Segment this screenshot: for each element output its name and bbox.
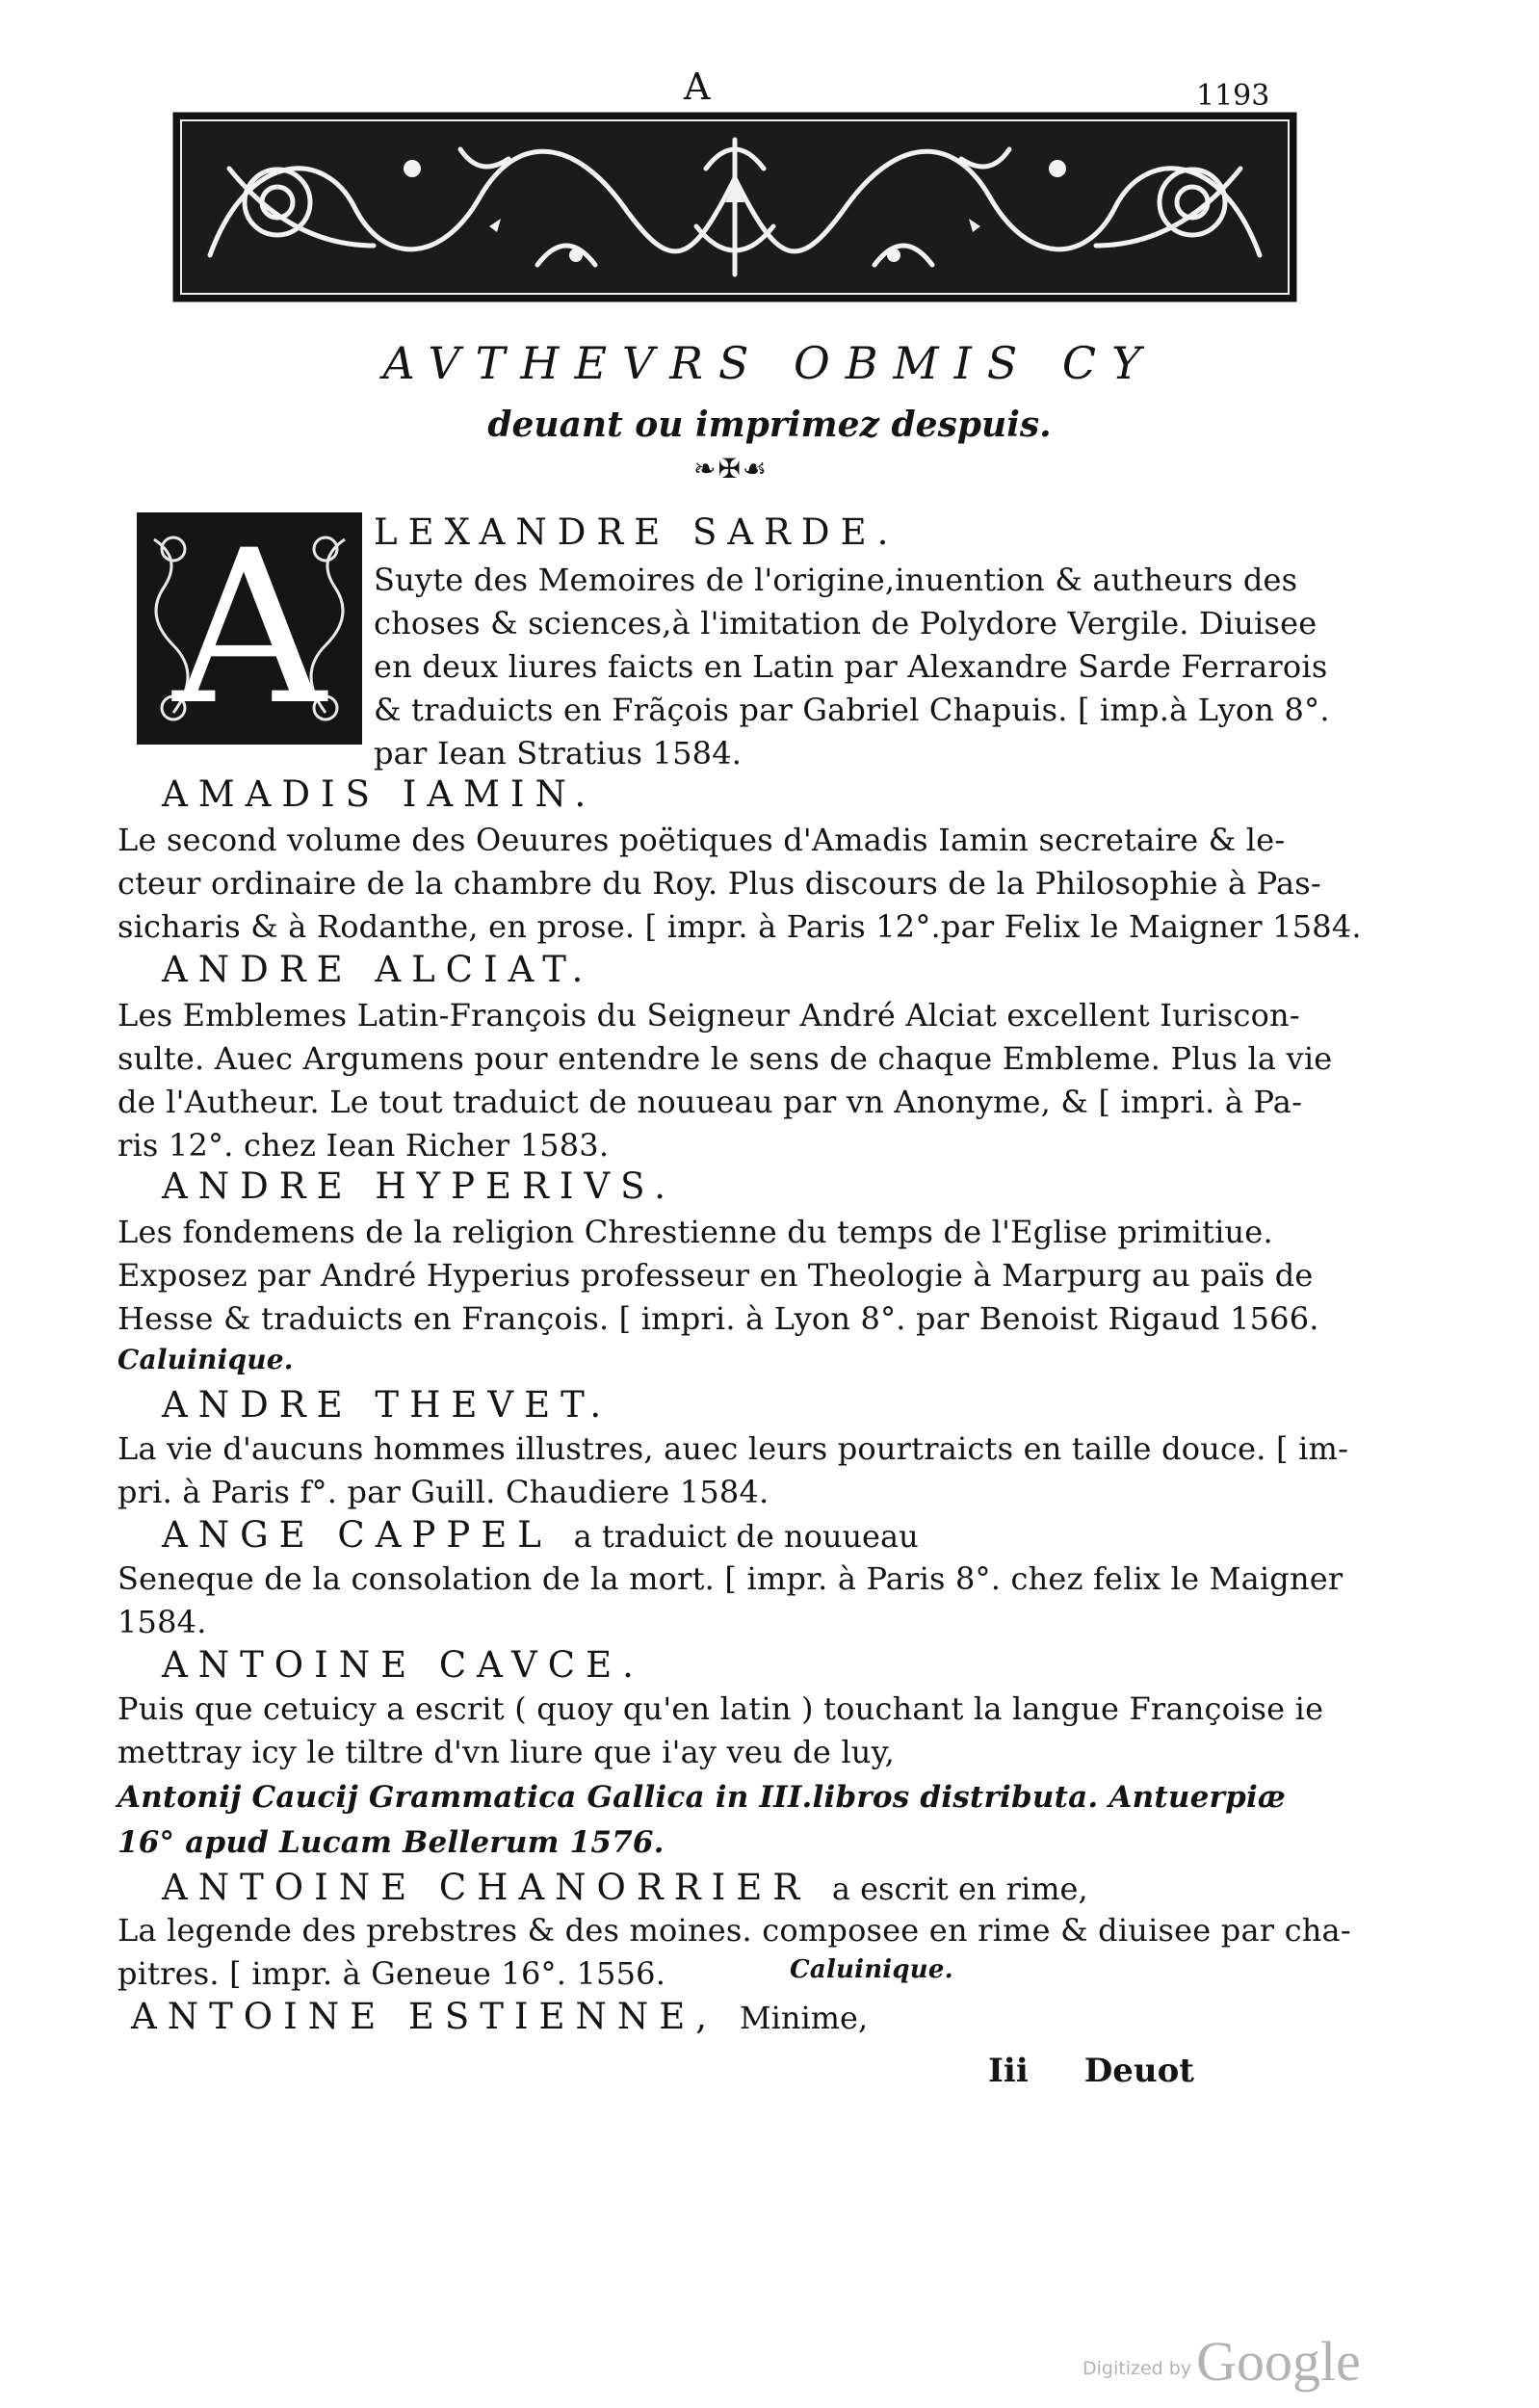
entry-text-line: La vie d'aucuns hommes illustres, auec leurs pourtraicts en taille douce. [ im- (117, 1430, 1349, 1467)
section-subtitle: deuant ou imprimez despuis. (487, 405, 1052, 445)
author-note: a escrit en rime, (831, 1871, 1088, 1907)
entry-text-line: Le second volume des Oeuures poëtiques d'Amadis Iamin secretaire & le- (117, 822, 1286, 858)
ornamental-headpiece (171, 111, 1298, 303)
entry-text-line: ris 12°. chez Iean Richer 1583. (117, 1127, 610, 1164)
entry-text-line: mettray icy le tiltre d'vn liure que i'ay veu de luy, (117, 1734, 895, 1770)
entry-text-line: Les fondemens de la religion Chrestienne du temps de l'Eglise primitiue. (117, 1214, 1273, 1250)
author-heading (162, 1165, 676, 1207)
fleuron-ornament: ❧✠☙ (693, 453, 770, 484)
latin-title-line: 16° apud Lucam Bellerum 1576. (117, 1825, 665, 1860)
author-name: ANGE CAPPEL (162, 1514, 552, 1556)
author-heading (162, 773, 596, 815)
author-name: ANDRE ALCIAT. (162, 949, 594, 990)
entry-text-line: 1584. (117, 1604, 207, 1640)
entry-text-line: par Iean Stratius 1584. (374, 735, 743, 772)
entry-text-line: pri. à Paris f°. par Guill. Chaudiere 1584. (117, 1474, 770, 1510)
entry-text-line: Hesse & traduicts en François. [ impri. à Lyon 8°. par Benoist Rigaud 1566. (117, 1300, 1319, 1337)
author-note: a traduict de nouueau (573, 1518, 919, 1555)
author-note: Minime, (739, 2000, 869, 2036)
entry-text-line: sulte. Auec Argumens pour entendre le sens de chaque Embleme. Plus la vie (117, 1040, 1333, 1077)
entry-text-line: Seneque de la consolation de la mort. [ impr. à Paris 8°. chez felix le Maigner (117, 1560, 1343, 1597)
author-heading (162, 1384, 612, 1426)
page-signature: A (684, 65, 711, 108)
author-name: ANTOINE ESTIENNE, (131, 1996, 718, 2037)
catchword: Deuot (1083, 2052, 1194, 2090)
author-name: ANTOINE CHANORRIER (162, 1867, 811, 1908)
entry-text-line: choses & sciences,à l'imitation de Polydore Vergile. Diuisee (374, 605, 1317, 641)
page-number: 1193 (1196, 79, 1270, 113)
entry-text-line: de l'Autheur. Le tout traduict de nouueau par vn Anonyme, & [ impri. à Pa- (117, 1084, 1303, 1120)
gathering-signature: Iii (988, 2052, 1029, 2090)
author-heading (131, 1996, 868, 2037)
entry-text-line: La legende des prebstres & des moines. composee en rime & diuisee par cha- (117, 1912, 1351, 1949)
religion-note: Caluinique. (117, 1344, 294, 1375)
latin-title-line: Antonij Caucij Grammatica Gallica in III.libros distributa. Antuerpiæ (117, 1780, 1287, 1815)
entry-text-line: pitres. [ impr. à Geneue 16°. 1556. (117, 1955, 666, 1992)
drop-cap-letter: A (172, 505, 326, 751)
google-logo: Google (1196, 2330, 1361, 2393)
author-heading (162, 1514, 919, 1556)
section-title: AVTHEVRS OBMIS CY (382, 337, 1157, 389)
decorated-initial (135, 505, 364, 751)
author-heading (162, 1867, 1088, 1908)
author-name: ANTOINE CAVCE. (162, 1644, 644, 1686)
author-name: ANDRE HYPERIVS. (162, 1165, 676, 1207)
entry-text-line: cteur ordinaire de la chambre du Roy. Plus discours de la Philosophie à Pas- (117, 865, 1321, 902)
entry-text-line: Exposez par André Hyperius professeur en Theologie à Marpurg au païs de (117, 1257, 1314, 1294)
author-heading (374, 511, 899, 553)
author-heading (162, 1644, 644, 1686)
author-name: LEXANDRE SARDE. (374, 511, 900, 553)
entry-text-line: Puis que cetuicy a escrit ( quoy qu'en latin ) touchant la langue Françoise ie (117, 1690, 1324, 1727)
author-name: AMADIS IAMIN. (162, 773, 597, 815)
entry-text-line: Les Emblemes Latin-François du Seigneur André Alciat excellent Iuriscon- (117, 997, 1300, 1034)
religion-note: Caluinique. (790, 1955, 953, 1984)
author-name: ANDRE THEVET. (162, 1384, 613, 1426)
watermark-prefix: Digitized by (1083, 2358, 1192, 2379)
entry-text-line: & traduicts en Frãçois par Gabriel Chapuis. [ imp.à Lyon 8°. (374, 692, 1330, 728)
catchword-line (988, 2052, 1250, 2090)
digitization-watermark (1083, 2329, 1361, 2394)
entry-text-line: en deux liures faicts en Latin par Alexandre Sarde Ferrarois (374, 648, 1328, 685)
entry-text-line: Suyte des Memoires de l'origine,inuention & autheurs des (374, 562, 1298, 598)
author-heading (162, 949, 593, 990)
entry-text-line: sicharis & à Rodanthe, en prose. [ impr. à Paris 12°.par Felix le Maigner 1584. (117, 908, 1362, 945)
